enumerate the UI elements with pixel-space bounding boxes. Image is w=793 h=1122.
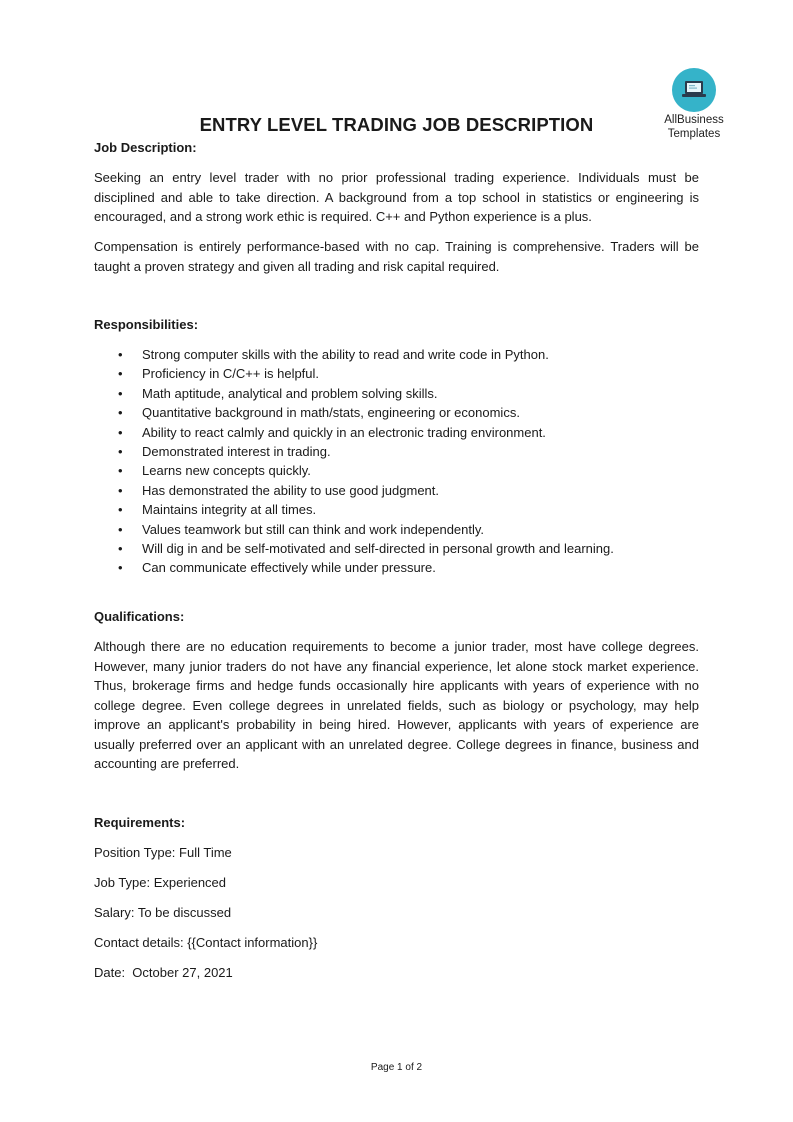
bullet: • xyxy=(118,482,123,498)
list-item xyxy=(94,520,699,539)
logo-text-line2: Templates xyxy=(667,128,721,140)
qualifications-heading: Qualifications: xyxy=(94,609,185,624)
bullet: • xyxy=(118,405,123,421)
salary: Salary: To be discussed xyxy=(94,905,232,920)
bullet: • xyxy=(118,443,123,459)
job-description-heading: Job Description: xyxy=(94,140,197,155)
page-number: Page 1 of 2 xyxy=(370,1062,423,1073)
list-item-text: Learns new concepts quickly. xyxy=(142,463,311,479)
list-item xyxy=(94,442,699,461)
bullet: • xyxy=(118,366,123,382)
logo-circle xyxy=(672,68,716,112)
list-item-text: Math aptitude, analytical and problem solving skills. xyxy=(142,385,438,401)
contact-details: Contact details: {{Contact information}} xyxy=(94,935,318,950)
list-item-text: Demonstrated interest in trading. xyxy=(142,443,331,459)
list-item xyxy=(94,461,699,480)
list-item xyxy=(94,364,699,383)
laptop-icon xyxy=(681,79,707,101)
list-item-text: Values teamwork but still can think and work independently. xyxy=(142,521,485,537)
bullet: • xyxy=(118,424,123,440)
qualifications-paragraph: Although there are no education requirements to become a junior trader, most have college degrees. However, many junior traders do not have any financial experience, let alone stock market experience. Thus, brokerage firms and hedge funds occasionally hire applicants with years of experience with no college degree. Even college degrees in unrelated fields, such as biology or psychology, may help improve an applicant's probability in being hired. However, applicants with years of experience are usually preferred over an applicant with an unrelated degree. College degrees in finance, business and accounting are preferred. xyxy=(94,639,699,771)
logo-text-line1: AllBusiness xyxy=(664,114,724,126)
list-item xyxy=(94,558,699,577)
list-item-text: Quantitative background in math/stats, engineering or economics. xyxy=(142,405,520,421)
date: Date: October 27, 2021 xyxy=(94,965,233,980)
position-type: Position Type: Full Time xyxy=(94,845,232,860)
responsibilities-list xyxy=(94,345,699,578)
list-item xyxy=(94,345,699,364)
list-item-text: Can communicate effectively while under pressure. xyxy=(142,560,436,576)
list-item-text: Maintains integrity at all times. xyxy=(142,502,317,518)
bullet: • xyxy=(118,540,123,556)
document-title: ENTRY LEVEL TRADING JOB DESCRIPTION xyxy=(199,114,594,135)
list-item-text: Has demonstrated the ability to use good judgment. xyxy=(142,482,440,498)
list-item-text: Strong computer skills with the ability to read and write code in Python. xyxy=(142,347,549,362)
bullet: • xyxy=(118,502,123,518)
list-item-text: Proficiency in C/C++ is helpful. xyxy=(142,366,320,382)
bullet: • xyxy=(118,347,123,362)
list-item xyxy=(94,403,699,422)
list-item xyxy=(94,384,699,403)
list-item xyxy=(94,423,699,442)
responsibilities-heading: Responsibilities: xyxy=(94,317,199,332)
job-description-paragraph-1: Seeking an entry level trader with no prior professional trading experience. Individuals must be disciplined and able to take direction. A background from a top school in statistics or engineering is encouraged, and a strong work ethic is required. C++ and Python experience is a plus. xyxy=(94,170,699,224)
bullet: • xyxy=(118,385,123,401)
requirements-heading: Requirements: xyxy=(94,815,186,830)
list-item-text: Ability to react calmly and quickly in an electronic trading environment. xyxy=(142,424,546,440)
bullet: • xyxy=(118,521,123,537)
list-item xyxy=(94,481,699,500)
list-item xyxy=(94,539,699,558)
list-item-text: Will dig in and be self-motivated and self-directed in personal growth and learning. xyxy=(142,540,614,556)
job-type: Job Type: Experienced xyxy=(94,875,227,890)
bullet: • xyxy=(118,463,123,479)
bullet: • xyxy=(118,560,123,576)
job-description-paragraph-2: Compensation is entirely performance-based with no cap. Training is comprehensive. Traders will be taught a proven strategy and given all trading and risk capital required. xyxy=(94,239,699,274)
list-item xyxy=(94,500,699,519)
